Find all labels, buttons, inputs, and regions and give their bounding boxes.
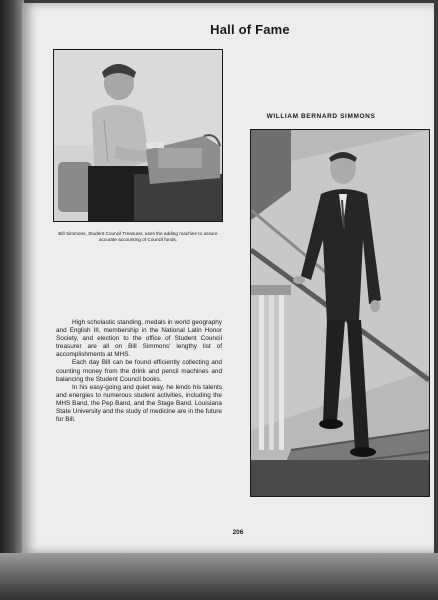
article-body: [56, 319, 222, 424]
body-paragraph: High scholastic standing, medals in world geography and English III, membership in the National Latin Honor Society, and election to the office of Student Council treasurer are all on Bill Simmons' lengthy list of accomplishments at MHS.: [56, 319, 222, 359]
photo-staircase-portrait-image: [251, 130, 429, 496]
photo-staircase-portrait: [250, 129, 430, 497]
body-paragraph: In his easy-going and quiet way, he lends his talents and energies to numerous student activities, including the MHS Band, the Pep Band, and the Stage Band. Louisiana State University and the study of medicine are in the future for Bill.: [56, 383, 222, 424]
book-edge-bottom: [0, 553, 438, 600]
page-title: Hall of Fame: [210, 22, 290, 37]
photo-adding-machine: [53, 49, 223, 222]
photo-adding-machine-image: [54, 50, 222, 221]
book-binding: [0, 0, 24, 560]
body-paragraph: Each day Bill can be found efficiently collecting and counting money from the drink and pencil machines and balancing the Student Council books.: [56, 359, 222, 383]
page-number: 206: [232, 529, 244, 536]
photo-caption: Bill Simmons, Student Council Treasurer, uses the adding machine to assure accurate accounting of Council funds.: [58, 231, 218, 242]
yearbook-page: [22, 3, 434, 553]
subject-name: WILLIAM BERNARD SIMMONS: [266, 113, 376, 120]
